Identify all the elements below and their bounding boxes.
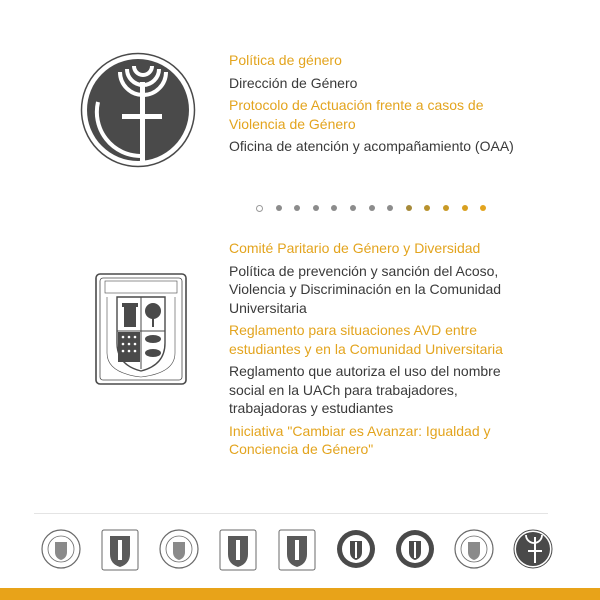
carousel-dot-2[interactable] bbox=[276, 205, 282, 211]
gender-policy-links bbox=[229, 51, 539, 160]
menorah-cross-icon[interactable] bbox=[510, 522, 556, 576]
university-seal-icon[interactable] bbox=[156, 522, 202, 576]
documents-links bbox=[229, 239, 539, 463]
university-cross-logo-icon bbox=[80, 52, 196, 168]
shield-crest-icon[interactable] bbox=[215, 522, 261, 576]
emblem-seal-icon[interactable] bbox=[333, 522, 379, 576]
link-politica-prevencion[interactable]: Política de prevención y sanción del Acoso, Violencia y Discriminación en la Comunidad Universitaria bbox=[229, 262, 502, 316]
carousel-dot-1[interactable] bbox=[256, 205, 263, 212]
link-reglamento-avd[interactable]: Reglamento para situaciones AVD entre estudiantes y en la Comunidad Universitaria bbox=[229, 322, 503, 357]
university-seal-icon[interactable] bbox=[38, 522, 84, 576]
footer-accent-bar bbox=[0, 588, 600, 600]
carousel-dot-6[interactable] bbox=[350, 205, 356, 211]
link-reglamento-nombre-social[interactable]: Reglamento que autoriza el uso del nombre social en la UACh para trabajadores, trabajadoras y estudiantes bbox=[229, 363, 501, 416]
carousel-dot-8[interactable] bbox=[387, 205, 393, 211]
carousel-dot-11[interactable] bbox=[443, 205, 449, 211]
link-direccion-genero[interactable]: Dirección de Género bbox=[229, 74, 358, 91]
carousel-dot-9[interactable] bbox=[406, 205, 412, 211]
carousel-dot-3[interactable] bbox=[294, 205, 300, 211]
carousel-dots bbox=[256, 203, 486, 213]
link-oficina-oaa[interactable]: Oficina de atención y acompañamiento (OAA) bbox=[229, 138, 514, 154]
carousel-dot-10[interactable] bbox=[424, 205, 430, 211]
carousel-dot-12[interactable] bbox=[462, 205, 468, 211]
partner-logos bbox=[38, 522, 558, 576]
divider bbox=[34, 513, 548, 514]
carousel-dot-4[interactable] bbox=[313, 205, 319, 211]
link-politica-genero[interactable]: Política de género bbox=[229, 52, 342, 68]
link-comite-paritario[interactable]: Comité Paritario de Género y Diversidad bbox=[229, 240, 481, 256]
carousel-dot-5[interactable] bbox=[331, 205, 337, 211]
shield-crest-icon[interactable] bbox=[274, 522, 320, 576]
emblem-seal-icon[interactable] bbox=[392, 522, 438, 576]
link-protocolo-violencia[interactable]: Protocolo de Actuación frente a casos de Violencia de Género bbox=[229, 97, 484, 132]
carousel-dot-13[interactable] bbox=[480, 205, 486, 211]
university-seal-icon[interactable] bbox=[451, 522, 497, 576]
link-iniciativa-cambiar[interactable]: Iniciativa "Cambiar es Avanzar: Igualdad y Conciencia de Género" bbox=[229, 422, 491, 457]
shield-crest-icon[interactable] bbox=[97, 522, 143, 576]
universidad-austral-seal-icon bbox=[95, 273, 187, 385]
carousel-dot-7[interactable] bbox=[369, 205, 375, 211]
